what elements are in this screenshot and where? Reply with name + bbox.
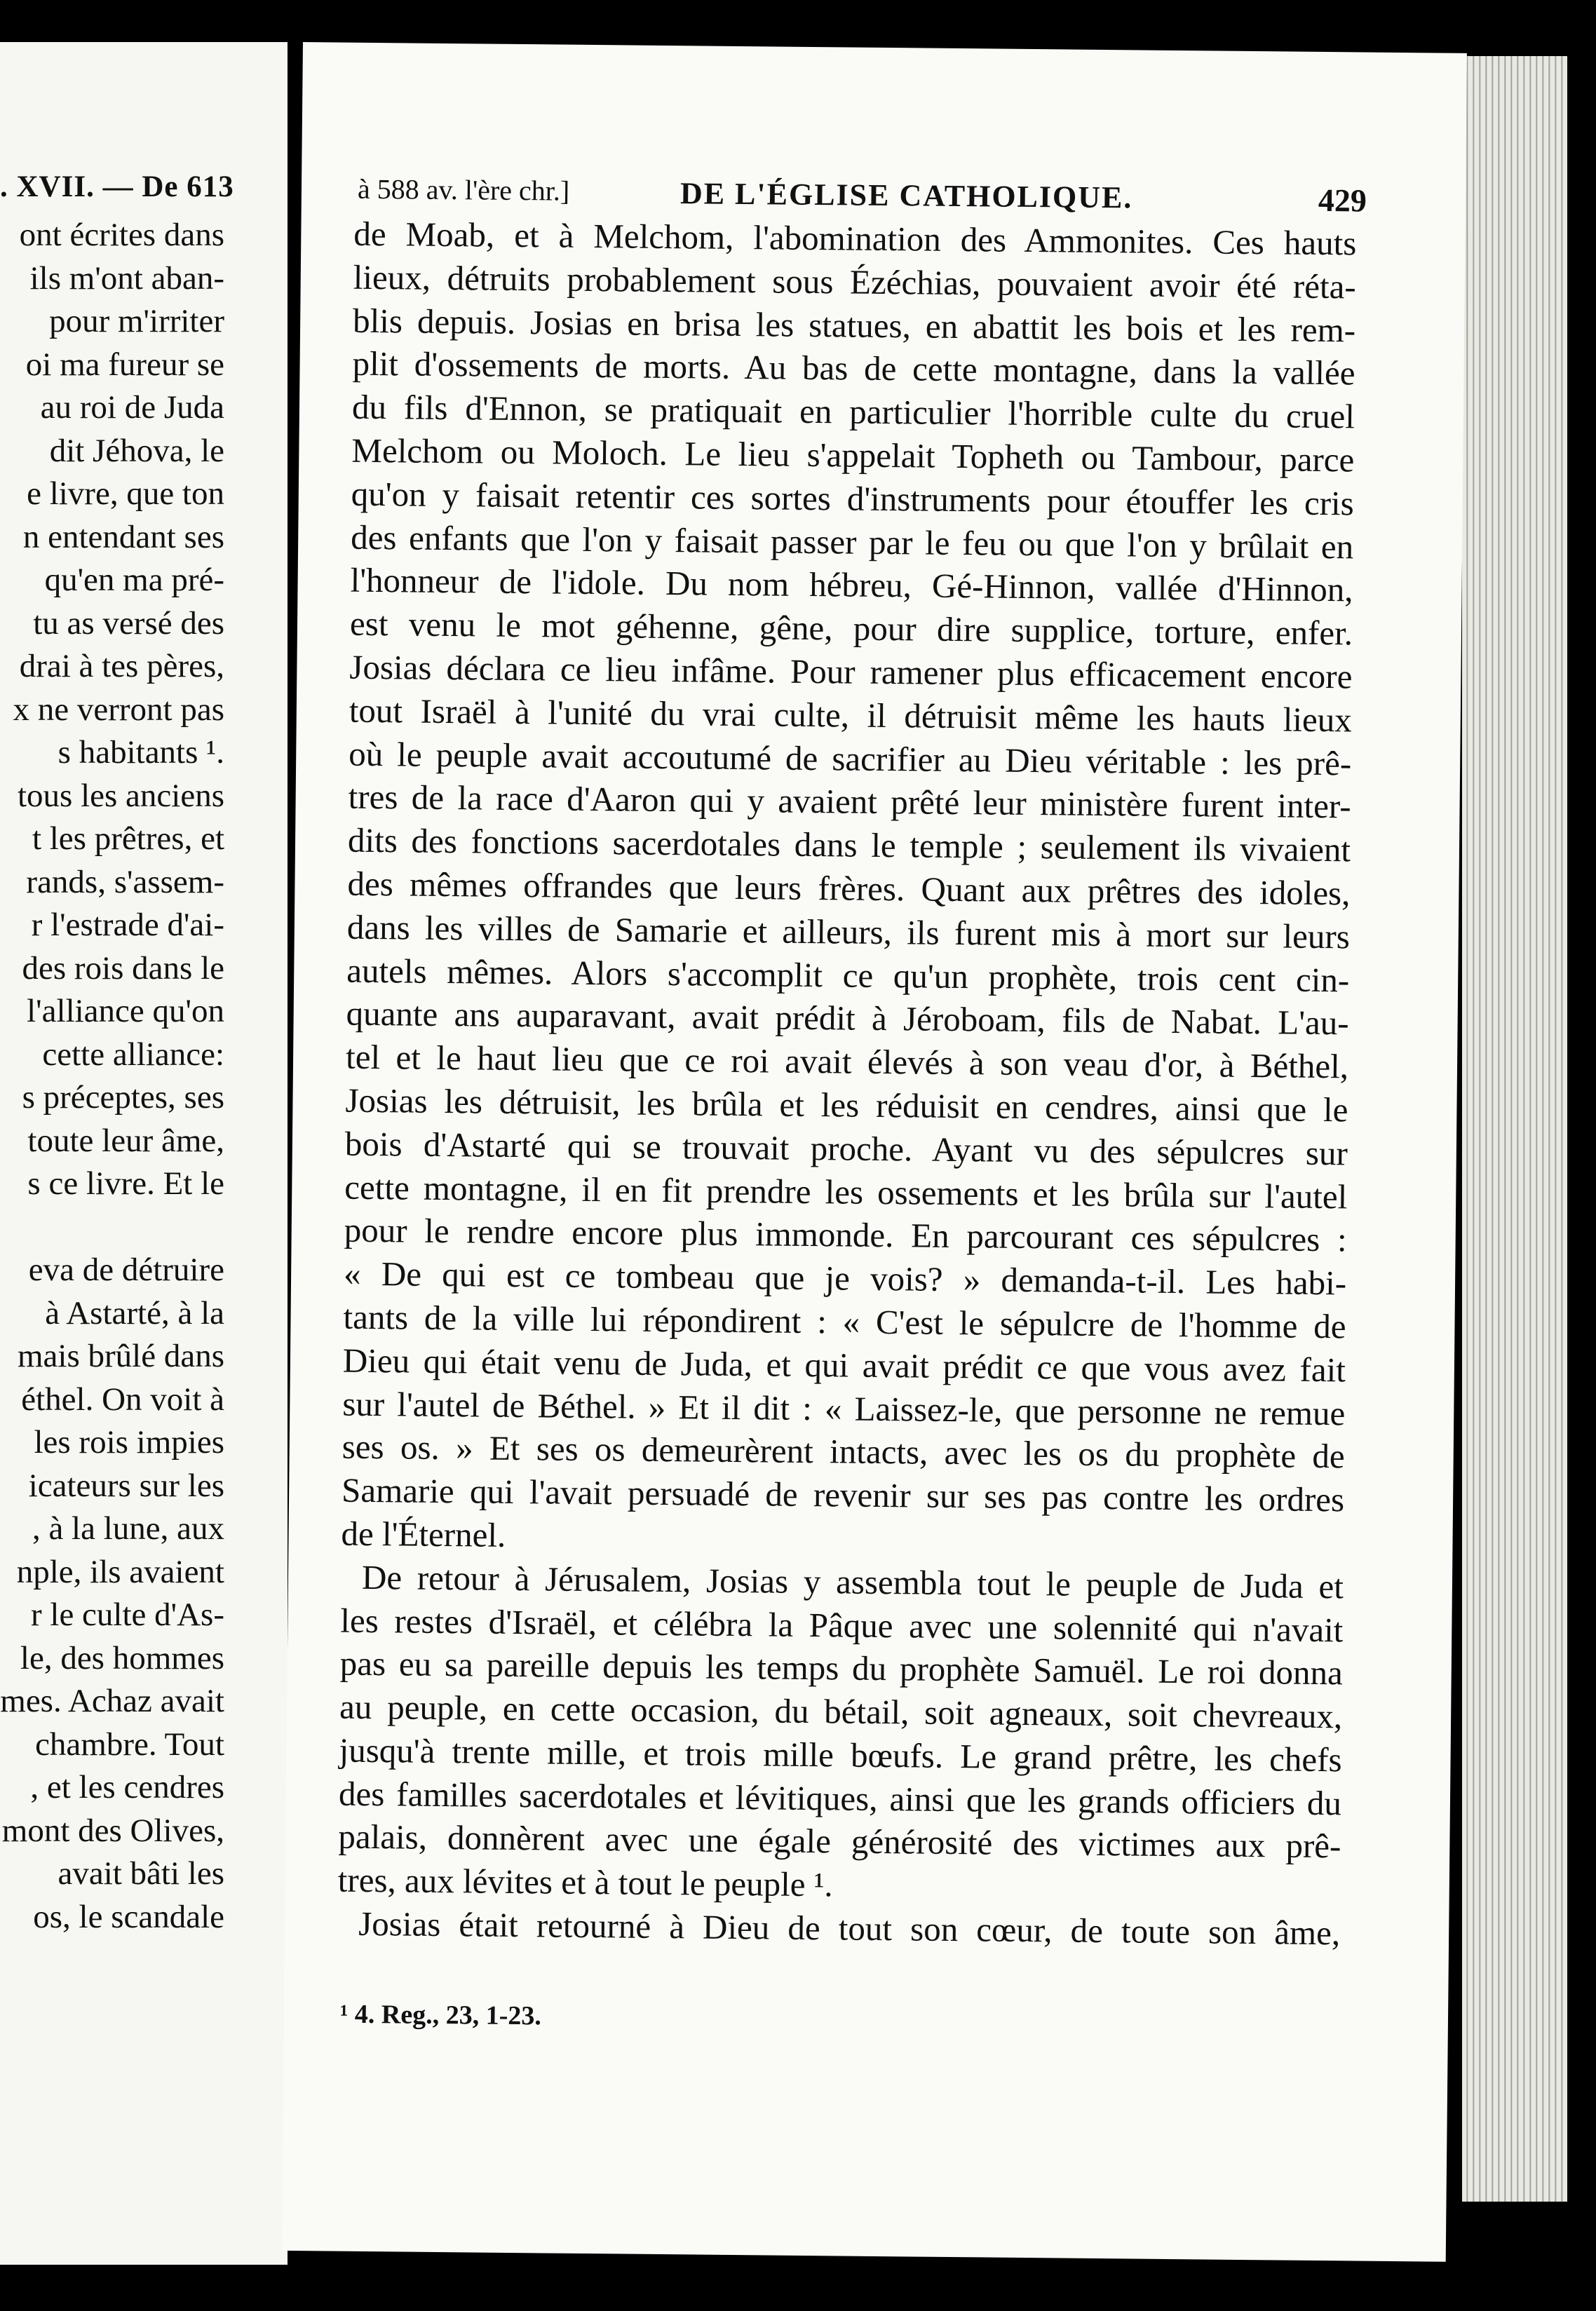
right-page-body <box>337 212 1357 1955</box>
text-line: drai à tes pères, <box>19 648 224 684</box>
text-line: toute leur âme, <box>27 1122 224 1159</box>
text-line: pour le rendre encore plus immonde. En parcourant ces sépulcres : <box>344 1210 1347 1259</box>
text-line: mais brûlé dans <box>18 1338 224 1374</box>
text-line: quante ans auparavant, avait prédit à Jéroboam, fils de Nabat. L'au- <box>346 994 1349 1043</box>
text-line: mont des Olives, <box>1 1812 224 1849</box>
text-line: tu as versé des <box>33 604 224 642</box>
text-line: s ce livre. Et le <box>27 1165 224 1202</box>
text-line: cette montagne, il en fit prendre les ossements et les brûla sur l'autel <box>344 1167 1348 1216</box>
text-line: chambre. Tout <box>35 1726 224 1763</box>
text-line: s habitants ¹. <box>58 734 224 771</box>
text-line: les restes d'Israël, et célébra la Pâque avec une solennité qui n'avait <box>340 1601 1344 1649</box>
text-line: Josias les détruisit, les brûla et les réduisit en cendres, ainsi que le <box>345 1080 1348 1130</box>
text-line: Dieu qui était venu de Juda, et qui avait prédit ce que vous avez fait <box>342 1341 1346 1390</box>
text-line: éthel. On voit à <box>21 1381 224 1418</box>
text-line: tel et le haut lieu que ce roi avait élevés à son veau d'or, à Béthel, <box>345 1037 1349 1086</box>
text-line: r le culte d'As- <box>30 1597 224 1633</box>
text-line: rands, s'assem- <box>26 863 224 900</box>
text-line: , et les cendres <box>30 1769 224 1805</box>
running-head-date: à 588 av. l'ère chr.] <box>357 172 570 207</box>
text-line: bois d'Astarté qui se trouvait proche. Ayant vu des sépulcres sur <box>344 1124 1348 1173</box>
text-line: e livre, que ton <box>27 475 224 512</box>
text-line: jusqu'à trente mille, et trois mille bœufs. Le grand prêtre, les chefs <box>339 1730 1342 1780</box>
text-line: tres de la race d'Aaron qui y avaient prêté leur ministère furent inter- <box>348 778 1351 826</box>
text-line: s préceptes, ses <box>22 1079 224 1116</box>
text-line: de Moab, et à Melchom, l'abomination des Ammonites. Ces hauts <box>353 214 1357 263</box>
text-line <box>0 1206 224 1249</box>
paragraph-end-line: de l'Éternel. <box>341 1514 506 1554</box>
text-line: est venu le mot géhenne, gêne, pour dire supplice, torture, enfer. <box>349 604 1353 653</box>
text-line: des familles sacerdotales et lévitiques, ainsi que les grands officiers du <box>338 1774 1342 1823</box>
text-line: , à la lune, aux <box>32 1510 224 1547</box>
paragraph-start-line: De retour à Jérusalem, Josias y assembla tout le peuple de Juda et <box>361 1557 1344 1606</box>
running-head-title: DE L'ÉGLISE CATHOLIQUE. <box>679 176 1133 215</box>
text-line: pas eu sa pareille depuis les temps du prophète Samuël. Le roi donna <box>339 1644 1344 1693</box>
left-page-body <box>0 214 224 1939</box>
text-line: des rois dans le <box>22 949 224 987</box>
footnote: ¹ 4. Reg., 23, 1-23. <box>339 1999 542 2031</box>
paragraph-end-line: tres, aux lévites et à tout le peuple ¹. <box>337 1860 833 1904</box>
text-line: le, des hommes <box>20 1639 224 1676</box>
page-edge-stack <box>1462 56 1567 2202</box>
text-line: dit Jéhova, le <box>49 432 224 469</box>
text-line: Josias déclara ce lieu infâme. Pour ramener plus efficacement encore <box>349 647 1353 696</box>
text-line: icateurs sur les <box>28 1467 224 1504</box>
text-line: qu'en ma pré- <box>44 562 224 598</box>
text-line: autels mêmes. Alors s'accomplit ce qu'un prophète, trois cent cin- <box>346 951 1350 999</box>
page-number: 429 <box>1318 182 1367 219</box>
text-line: n entendant ses <box>22 518 224 555</box>
text-line: tout Israël à l'unité du vrai culte, il détruisit même les hauts lieux <box>349 691 1353 740</box>
text-line: tous les anciens <box>18 777 224 814</box>
text-line: lieux, détruits probablement sous Ézéchias, pouvaient avoir été réta- <box>353 257 1356 306</box>
text-line: au roi de Juda <box>40 389 224 426</box>
text-line: qu'on y faisait retentir ces sortes d'instruments pour étouffer les cris <box>351 474 1355 523</box>
text-line: os, le scandale <box>33 1898 224 1935</box>
text-line: les rois impies <box>34 1424 224 1461</box>
text-line: au peuple, en cette occasion, du bétail, soit agneaux, soit chevreaux, <box>339 1687 1343 1736</box>
text-line: plit d'ossements de morts. Au bas de cette montagne, dans la vallée <box>352 344 1355 393</box>
text-line: oi ma fureur se <box>25 346 224 383</box>
paragraph-start-line: Josias était retourné à Dieu de tout son cœur, de toute son âme, <box>358 1904 1341 1953</box>
text-line: ses os. » Et ses os demeurèrent intacts, avec les os du prophète de <box>341 1427 1345 1476</box>
text-line: à Astarté, à la <box>45 1294 224 1331</box>
text-line: l'honneur de l'idole. Du nom hébreu, Gé-Hinnon, vallée d'Hinnon, <box>350 561 1353 609</box>
left-running-head: . XVII. — De 613 <box>0 170 234 203</box>
text-line: nple, ils avaient <box>16 1553 224 1590</box>
text-line: Samarie qui l'avait persuadé de revenir sur ses pas contre les ordres <box>341 1470 1345 1519</box>
text-line: ont écrites dans <box>19 217 224 253</box>
text-line: tants de la ville lui répondirent : « C'est le sépulcre de l'homme de <box>343 1297 1346 1346</box>
text-line: où le peuple avait accoutumé de sacrifier au Dieu véritable : les prê- <box>348 734 1352 782</box>
text-line: palais, donnèrent avec une égale générosité des victimes aux prê- <box>338 1817 1341 1866</box>
text-line: blis depuis. Josias en brisa les statues, en abattit les bois et les rem- <box>352 301 1356 350</box>
text-line: t les prêtres, et <box>32 820 224 857</box>
text-line: eva de détruire <box>28 1252 224 1288</box>
text-line: mes. Achaz avait <box>0 1683 224 1719</box>
text-line: des mêmes offrandes que leurs frères. Quant aux prêtres des idoles, <box>347 864 1351 913</box>
text-line: « De qui est ce tombeau que je vois? » demanda-t-il. Les habi- <box>343 1254 1347 1303</box>
text-line: ils m'ont aban- <box>29 259 224 297</box>
right-page <box>282 42 1467 2262</box>
text-line: r l'estrade d'ai- <box>31 907 224 943</box>
text-line: x ne verront pas <box>13 691 224 728</box>
left-page <box>0 42 288 2265</box>
text-line: du fils d'Ennon, se pratiquait en particulier l'horrible culte du cruel <box>351 387 1355 436</box>
text-line: Melchom ou Moloch. Le lieu s'appelait Topheth ou Tambour, parce <box>351 431 1355 480</box>
text-line: avait bâti les <box>58 1855 224 1892</box>
text-line: sur l'autel de Béthel. » Et il dit : « Laissez-le, que personne ne remue <box>342 1384 1346 1432</box>
text-line: l'alliance qu'on <box>27 993 224 1029</box>
text-line: cette alliance: <box>42 1036 224 1073</box>
text-line: dans les villes de Samarie et ailleurs, ils furent mis à mort sur leurs <box>346 907 1351 956</box>
text-line: pour m'irriter <box>49 303 224 339</box>
text-line: dits des fonctions sacerdotales dans le temple ; seulement ils vivaient <box>347 820 1351 869</box>
text-line: des enfants que l'on y faisait passer par le feu ou que l'on y brûlait en <box>350 517 1354 566</box>
